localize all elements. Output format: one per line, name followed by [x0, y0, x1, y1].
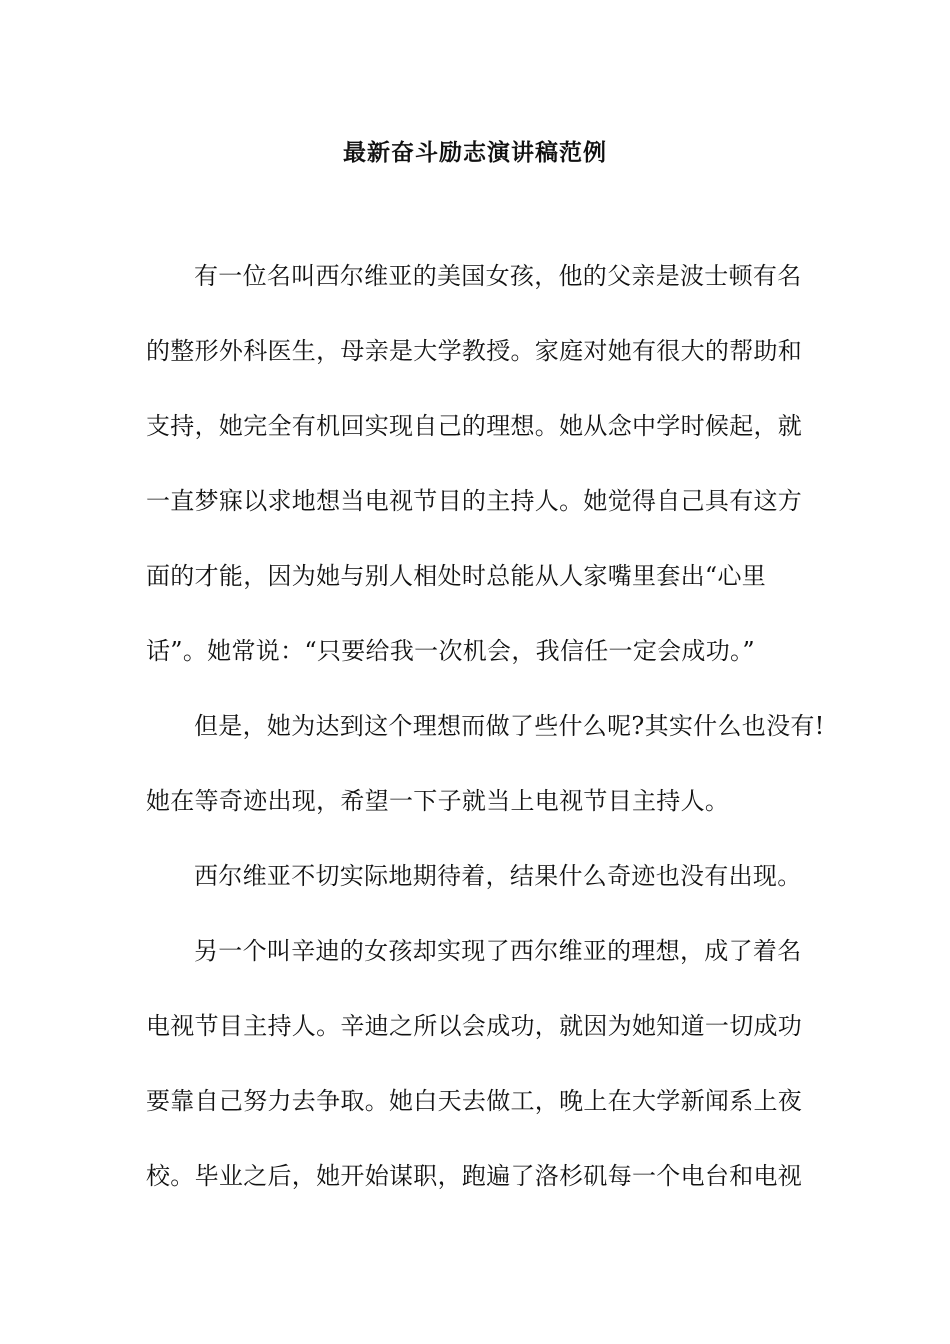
- paragraph-line: 但是，她为达到这个理想而做了些什么呢?其实什么也没有!: [194, 712, 825, 740]
- paragraph-line: 支持，她完全有机回实现自己的理想。她从念中学时候起，就: [146, 412, 803, 440]
- paragraph-line: 要靠自己努力去争取。她白天去做工，晚上在大学新闻系上夜: [146, 1087, 803, 1115]
- paragraph-line: 有一位名叫西尔维亚的美国女孩，他的父亲是波士顿有名: [194, 262, 802, 290]
- paragraph-line: 校。毕业之后，她开始谋职，跑遍了洛杉矶每一个电台和电视: [146, 1162, 803, 1190]
- paragraph-line: 话”。她常说：“只要给我一次机会，我信任一定会成功。”: [146, 637, 755, 665]
- paragraph-line: 另一个叫辛迪的女孩却实现了西尔维亚的理想，成了着名: [194, 937, 802, 965]
- paragraph-line: 她在等奇迹出现，希望一下子就当上电视节目主持人。: [146, 787, 730, 815]
- paragraph-line: 电视节目主持人。辛迪之所以会成功，就因为她知道一切成功: [146, 1012, 803, 1040]
- paragraph-line: 面的才能，因为她与别人相处时总能从人家嘴里套出“心里: [146, 562, 767, 590]
- paragraph-line: 的整形外科医生，母亲是大学教授。家庭对她有很大的帮助和: [146, 337, 803, 365]
- paragraph-line: 一直梦寐以求地想当电视节目的主持人。她觉得自己具有这方: [146, 487, 803, 515]
- paragraph-line: 西尔维亚不切实际地期待着，结果什么奇迹也没有出现。: [194, 862, 802, 890]
- document-title: 最新奋斗励志演讲稿范例: [343, 139, 607, 166]
